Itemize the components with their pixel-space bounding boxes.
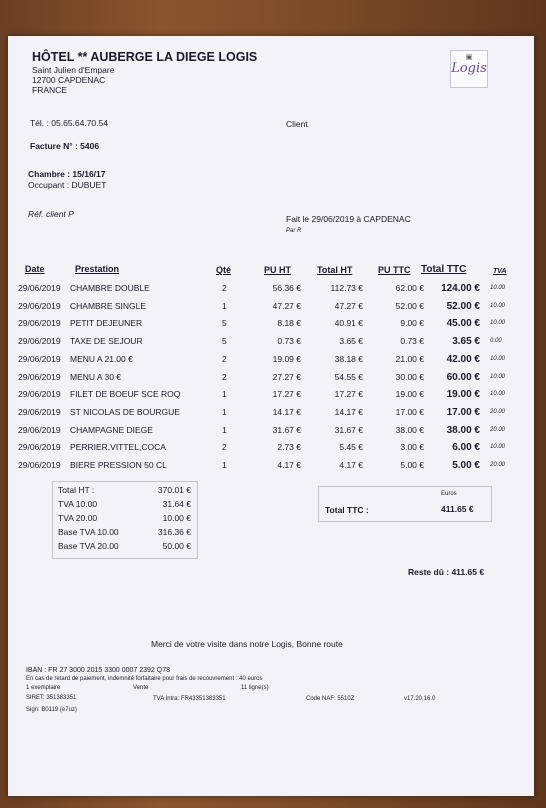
table-row — [8, 318, 534, 336]
cell-desc: ST NICOLAS DE BOURGUE — [70, 406, 180, 417]
cell-pu-ht: 31.67 € — [272, 424, 301, 435]
late-payment-notice: En cas de retard de paiement, indemnité forfaitaire pour frais de recouvrement : 40 euros — [26, 676, 263, 682]
cell-total-ht: 38.18 € — [334, 353, 363, 364]
cell-desc: CHAMBRE SINGLE — [70, 300, 147, 311]
cell-tva: 10.00 — [490, 444, 506, 451]
cell-qte: 2 — [222, 283, 227, 293]
cell-date: 29/06/2019 — [18, 336, 61, 347]
client-label: Client — [286, 119, 308, 129]
cell-total-ttc: 5.00 € — [452, 460, 480, 471]
summary-label: Total HT : — [58, 485, 95, 495]
cell-total-ht: 112.73 € — [330, 283, 363, 293]
total-ttc-value: 411.65 € — [441, 504, 474, 514]
table-row — [8, 372, 534, 390]
cell-pu-ttc: 17.00 € — [395, 406, 424, 417]
summary-value: 10.00 € — [162, 513, 191, 523]
hotel-address-line-3: FRANCE — [32, 85, 67, 95]
cell-date: 29/06/2019 — [18, 424, 61, 435]
cell-pu-ttc: 21.00 € — [395, 353, 424, 364]
cell-pu-ht: 19.09 € — [272, 353, 301, 364]
cell-tva: 0.00 — [490, 338, 502, 345]
cell-pu-ttc: 5.00 € — [400, 460, 424, 470]
table-row — [8, 354, 534, 372]
cell-desc: MENU A 21.00 € — [70, 353, 133, 364]
copy-count: 1 exemplaire — [26, 685, 61, 691]
cell-total-ht: 14.17 € — [334, 406, 363, 417]
bed-icon: ▣ — [465, 54, 473, 61]
logis-logo — [450, 50, 488, 88]
header-pu-ht: PU HT — [264, 265, 291, 275]
cell-pu-ttc: 9.00 € — [400, 318, 424, 329]
header-tva: TVA — [493, 268, 507, 275]
hotel-address-line-1: Saint Julien d'Empare — [32, 65, 115, 75]
cell-tva: 10.00 — [490, 373, 506, 380]
header-total-ttc: Total TTC — [421, 264, 467, 275]
total-ttc-label: Total TTC : — [325, 505, 369, 515]
cell-pu-ttc: 52.00 € — [395, 300, 424, 311]
invoice-paper — [8, 36, 534, 796]
cell-pu-ttc: 38.00 € — [395, 424, 424, 435]
cell-qte: 5 — [222, 336, 227, 347]
cell-date: 29/06/2019 — [18, 442, 61, 453]
cell-pu-ttc: 30.00 € — [395, 371, 424, 382]
cell-desc: MENU A 30 € — [70, 371, 122, 382]
cell-total-ht: 31.67 € — [334, 424, 363, 435]
occupant: Occupant : DUBUET — [28, 180, 107, 190]
room-numbers: Chambre : 15/16/17 — [28, 169, 106, 179]
cell-total-ht: 47.27 € — [334, 300, 363, 311]
cell-pu-ttc: 19.00 € — [395, 389, 424, 400]
cell-total-ttc: 124.00 € — [441, 283, 480, 294]
sale-type: Vente — [133, 685, 149, 691]
cell-desc: BIERE PRESSION 50 CL — [70, 460, 167, 470]
cell-total-ht: 17.27 € — [334, 389, 363, 400]
table-row — [8, 389, 534, 407]
cell-pu-ttc: 3.00 € — [400, 442, 424, 453]
hotel-address-line-2: 12700 CAPDENAC — [32, 75, 106, 85]
cell-tva: 10.00 — [490, 355, 506, 362]
cell-tva: 10.00 — [490, 391, 506, 398]
summary-value: 31.64 € — [162, 499, 191, 509]
cell-tva: 10.00 — [490, 285, 506, 291]
summary-value: 370.01 € — [157, 485, 191, 495]
siret: SIRET: 351383351 — [26, 695, 77, 701]
cell-qte: 1 — [222, 424, 227, 435]
cell-pu-ht: 27.27 € — [272, 371, 301, 382]
telephone: Tél. : 05.65.64.70.54 — [30, 118, 108, 128]
cell-total-ttc: 17.00 € — [446, 406, 480, 418]
invoice-date-place: Fait le 29/06/2019 à CAPDENAC — [286, 214, 411, 224]
currency-label: Euros — [441, 491, 457, 497]
cell-pu-ht: 14.17 € — [272, 406, 301, 417]
cell-tva: 20.00 — [490, 426, 506, 433]
table-row — [8, 283, 534, 301]
cell-total-ttc: 3.65 € — [452, 336, 480, 348]
cell-total-ht: 4.17 € — [339, 460, 363, 470]
summary-label: TVA 20.00 — [58, 513, 98, 523]
naf-code: Code NAF: 5510Z — [306, 696, 355, 702]
cell-date: 29/06/2019 — [18, 283, 61, 293]
cell-total-ttc: 19.00 € — [446, 389, 480, 401]
cell-desc: PETIT DEJEUNER — [70, 318, 143, 329]
header-prestation: Prestation — [75, 264, 120, 274]
cell-desc: CHAMBRE DOUBLE — [70, 283, 150, 293]
cell-pu-ht: 0.73 € — [277, 336, 301, 347]
cell-total-ttc: 6.00 € — [452, 442, 480, 454]
cell-date: 29/06/2019 — [18, 460, 61, 470]
total-ttc-box — [318, 486, 492, 522]
header-date: Date — [25, 264, 45, 274]
cell-pu-ht: 17.27 € — [272, 389, 301, 400]
cell-pu-ttc: 62.00 € — [395, 283, 424, 293]
cell-desc: PERRIER,VITTEL,COCA — [70, 442, 166, 453]
issued-by: Par R — [286, 228, 302, 234]
header-qte: Qté — [216, 265, 232, 275]
cell-total-ttc: 38.00 € — [446, 424, 480, 436]
cell-tva: 20.00 — [490, 462, 506, 468]
cell-qte: 2 — [222, 353, 227, 364]
cell-qte: 1 — [222, 300, 227, 311]
cell-pu-ht: 56.36 € — [272, 283, 301, 293]
header-total-ht: Total HT — [317, 265, 353, 275]
table-row — [8, 442, 534, 460]
cell-date: 29/06/2019 — [18, 406, 61, 417]
cell-qte: 1 — [222, 406, 227, 417]
cell-date: 29/06/2019 — [18, 389, 61, 400]
cell-pu-ttc: 0.73 € — [400, 336, 424, 347]
table-row — [8, 407, 534, 425]
cell-desc: CHAMPAGNE DIEGE — [70, 424, 153, 435]
summary-value: 316.36 € — [157, 527, 191, 537]
cell-qte: 1 — [222, 460, 227, 470]
cell-pu-ht: 2.73 € — [277, 442, 301, 453]
logo-text: Logis — [451, 61, 487, 76]
cell-total-ht: 5.45 € — [339, 442, 363, 453]
cell-total-ht: 3.65 € — [339, 336, 363, 347]
cell-total-ttc: 45.00 € — [446, 318, 480, 330]
table-row — [8, 301, 534, 319]
hotel-name: HÔTEL ** AUBERGE LA DIEGE LOGIS — [32, 50, 258, 64]
cell-tva: 10.00 — [490, 302, 506, 309]
summary-label: Base TVA 20.00 — [58, 541, 119, 551]
table-row — [8, 460, 534, 478]
cell-total-ht: 54.55 € — [334, 371, 363, 382]
cell-qte: 2 — [222, 442, 227, 453]
cell-date: 29/06/2019 — [18, 318, 61, 329]
cell-tva: 20.00 — [490, 408, 506, 415]
summary-label: Base TVA 10.00 — [58, 527, 119, 537]
line-count: 11 ligne(s) — [241, 685, 269, 691]
summary-value: 50.00 € — [162, 541, 191, 551]
cell-total-ht: 40.91 € — [334, 318, 363, 329]
amount-due: Reste dû : 411.65 € — [408, 567, 485, 577]
summary-label: TVA 10.00 — [58, 499, 98, 509]
invoice-number: Facture N° : 5406 — [30, 141, 100, 151]
cell-pu-ht: 8.18 € — [277, 318, 301, 329]
cell-date: 29/06/2019 — [18, 353, 61, 364]
cell-total-ttc: 42.00 € — [446, 353, 480, 365]
vat-intra: TVA Intra: FR43351383351 — [153, 696, 226, 702]
cell-total-ttc: 52.00 € — [446, 300, 480, 312]
cell-date: 29/06/2019 — [18, 371, 61, 382]
iban: IBAN : FR 27 3000 2015 3300 0007 2392 Q78 — [26, 667, 170, 674]
header-pu-ttc: PU TTC — [378, 265, 411, 275]
cell-total-ttc: 60.00 € — [446, 371, 480, 383]
cell-pu-ht: 4.17 € — [277, 460, 301, 470]
cell-pu-ht: 47.27 € — [272, 300, 301, 311]
software-version: v17.20.16.0 — [404, 696, 436, 702]
thanks-message: Merci de votre visite dans notre Logis, Bonne route — [151, 639, 343, 649]
cell-qte: 2 — [222, 371, 227, 382]
client-reference: Réf. client P — [28, 209, 74, 219]
cell-date: 29/06/2019 — [18, 300, 61, 311]
cell-qte: 1 — [222, 389, 227, 400]
cell-desc: FILET DE BOEUF SCE ROQ — [70, 389, 181, 400]
table-row — [8, 425, 534, 443]
vat-summary-box — [52, 481, 198, 559]
signature-code: Sign: B0119 (e7uz) — [26, 707, 77, 713]
cell-qte: 5 — [222, 318, 227, 329]
cell-desc: TAXE DE SEJOUR — [70, 336, 143, 347]
cell-tva: 10.00 — [490, 320, 506, 327]
table-row — [8, 336, 534, 354]
